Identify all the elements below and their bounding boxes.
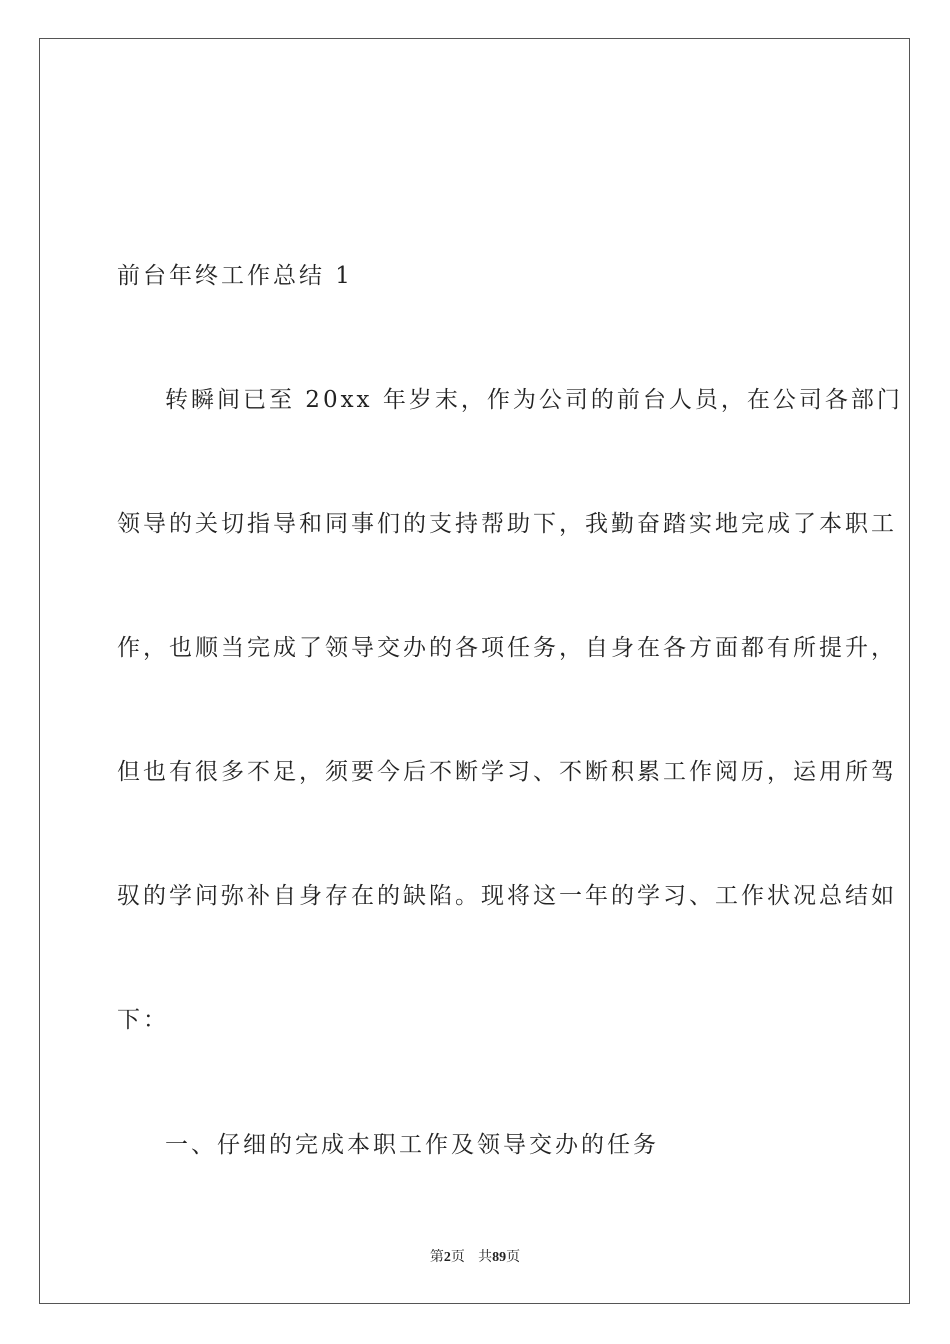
footer-page-number: 2 — [443, 1250, 451, 1265]
paragraph-line: 领导的关切指导和同事们的支持帮助下，我勤奋踏实地完成了本职工 — [117, 511, 897, 537]
footer-total-prefix: 共 — [478, 1249, 493, 1265]
paragraph-line: 作，也顺当完成了领导交办的各项任务，自身在各方面都有所提升， — [117, 635, 897, 661]
footer-total-pages: 89 — [492, 1250, 507, 1265]
footer-page-suffix: 页 — [450, 1249, 465, 1265]
paragraph-line: 下： — [117, 1007, 169, 1033]
page-border — [39, 38, 910, 1304]
document-title: 前台年终工作总结 1 — [117, 263, 353, 289]
footer-page-prefix: 第 — [429, 1249, 444, 1265]
section-heading: 一、仔细的完成本职工作及领导交办的任务 — [165, 1132, 659, 1158]
paragraph-line: 驭的学问弥补自身存在的缺陷。现将这一年的学习、工作状况总结如 — [117, 883, 897, 909]
page-footer — [0, 1246, 950, 1266]
paragraph-line: 但也有很多不足，须要今后不断学习、不断积累工作阅历，运用所驾 — [117, 759, 897, 785]
footer-total-suffix: 页 — [506, 1249, 521, 1265]
paragraph-line: 转瞬间已至 20xx 年岁末，作为公司的前台人员，在公司各部门 — [165, 387, 903, 413]
